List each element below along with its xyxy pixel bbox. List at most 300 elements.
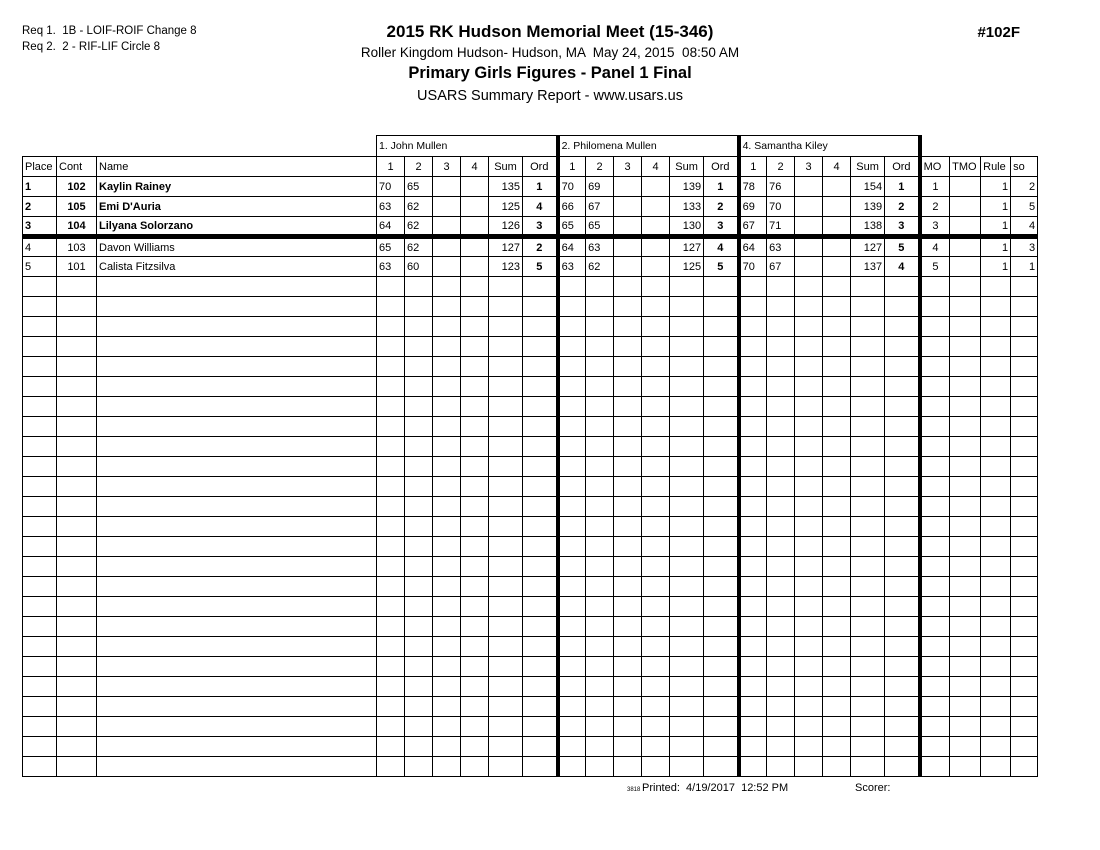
score-cell: 63: [377, 197, 405, 217]
empty-cell: [1011, 677, 1038, 697]
empty-cell: [981, 757, 1011, 777]
mo-cell: 1: [920, 177, 950, 197]
empty-cell: [377, 697, 405, 717]
empty-cell: [614, 297, 642, 317]
empty-cell: [1011, 557, 1038, 577]
col-header: 4: [823, 157, 851, 177]
place-cell: 5: [23, 257, 57, 277]
empty-cell: [920, 517, 950, 537]
empty-cell: [558, 677, 586, 697]
empty-cell: [885, 497, 920, 517]
empty-cell: [950, 557, 981, 577]
requirement-1: Req 1. 1B - LOIF-ROIF Change 8: [22, 25, 197, 37]
empty-cell: [405, 477, 433, 497]
empty-cell: [523, 737, 558, 757]
score-cell: [433, 237, 461, 257]
empty-cell: [851, 677, 885, 697]
empty-cell: [670, 377, 704, 397]
score-cell: [614, 197, 642, 217]
score-cell: [433, 197, 461, 217]
score-cell: [642, 177, 670, 197]
empty-cell: [795, 737, 823, 757]
empty-cell: [885, 657, 920, 677]
empty-cell: [823, 277, 851, 297]
empty-cell: [739, 317, 767, 337]
empty-cell: [614, 337, 642, 357]
empty-cell: [377, 317, 405, 337]
empty-cell: [1011, 357, 1038, 377]
col-header: Sum: [670, 157, 704, 177]
empty-cell: [920, 377, 950, 397]
empty-cell: [885, 637, 920, 657]
empty-cell: [795, 517, 823, 537]
empty-cell: [704, 417, 739, 437]
empty-cell: [489, 537, 523, 557]
empty-cell: [704, 337, 739, 357]
empty-cell: [23, 517, 57, 537]
empty-cell: [23, 637, 57, 657]
empty-cell: [795, 277, 823, 297]
empty-cell: [795, 317, 823, 337]
empty-cell: [981, 517, 1011, 537]
empty-cell: [739, 497, 767, 517]
empty-cell: [767, 297, 795, 317]
empty-cell: [377, 637, 405, 657]
empty-cell: [97, 457, 377, 477]
score-cell: 67: [767, 257, 795, 277]
empty-cell: [950, 337, 981, 357]
score-cell: [461, 177, 489, 197]
empty-cell: [704, 557, 739, 577]
empty-cell: [614, 657, 642, 677]
mo-cell: 5: [920, 257, 950, 277]
empty-cell: [558, 717, 586, 737]
col-header: 3: [795, 157, 823, 177]
empty-cell: [558, 657, 586, 677]
empty-cell: [614, 557, 642, 577]
empty-cell: [767, 737, 795, 757]
empty-cell: [670, 337, 704, 357]
rule-cell: 1: [981, 177, 1011, 197]
results-table: [22, 135, 1038, 777]
score-cell: 62: [405, 197, 433, 217]
empty-cell: [920, 497, 950, 517]
empty-cell: [823, 497, 851, 517]
empty-cell: [981, 317, 1011, 337]
empty-cell: [23, 337, 57, 357]
empty-cell: [795, 417, 823, 437]
empty-cell: [920, 477, 950, 497]
empty-cell: [97, 337, 377, 357]
empty-cell: [885, 357, 920, 377]
score-cell: [433, 217, 461, 237]
empty-cell: [823, 357, 851, 377]
empty-cell: [795, 617, 823, 637]
empty-cell: [920, 337, 950, 357]
empty-row: [23, 477, 1038, 497]
empty-cell: [461, 297, 489, 317]
col-header: MO: [920, 157, 950, 177]
empty-row: [23, 297, 1038, 317]
empty-cell: [586, 457, 614, 477]
empty-cell: [670, 537, 704, 557]
empty-cell: [461, 337, 489, 357]
empty-row: [23, 457, 1038, 477]
empty-cell: [523, 657, 558, 677]
empty-cell: [1011, 657, 1038, 677]
sum-cell: 127: [851, 237, 885, 257]
sum-cell: 125: [489, 197, 523, 217]
empty-cell: [642, 617, 670, 637]
empty-cell: [57, 357, 97, 377]
result-row: [23, 197, 1038, 217]
empty-cell: [739, 577, 767, 597]
empty-cell: [377, 357, 405, 377]
empty-cell: [642, 437, 670, 457]
tmo-cell: [950, 237, 981, 257]
empty-cell: [57, 497, 97, 517]
empty-cell: [823, 657, 851, 677]
empty-cell: [558, 497, 586, 517]
empty-cell: [461, 477, 489, 497]
empty-cell: [405, 497, 433, 517]
empty-cell: [97, 757, 377, 777]
empty-cell: [670, 397, 704, 417]
score-cell: [823, 177, 851, 197]
empty-cell: [920, 557, 950, 577]
empty-cell: [377, 337, 405, 357]
empty-cell: [461, 597, 489, 617]
score-cell: [795, 217, 823, 237]
score-cell: [614, 217, 642, 237]
empty-cell: [950, 297, 981, 317]
score-cell: 62: [405, 217, 433, 237]
empty-cell: [586, 757, 614, 777]
rule-cell: 1: [981, 217, 1011, 237]
empty-cell: [614, 537, 642, 557]
empty-cell: [795, 537, 823, 557]
empty-cell: [614, 717, 642, 737]
col-header: TMO: [950, 157, 981, 177]
score-cell: 65: [558, 217, 586, 237]
score-cell: [795, 237, 823, 257]
empty-cell: [461, 497, 489, 517]
empty-cell: [795, 497, 823, 517]
empty-cell: [23, 557, 57, 577]
ord-cell: 2: [523, 237, 558, 257]
empty-cell: [586, 377, 614, 397]
empty-cell: [558, 397, 586, 417]
empty-cell: [23, 537, 57, 557]
empty-cell: [1011, 497, 1038, 517]
empty-cell: [614, 417, 642, 437]
empty-cell: [704, 737, 739, 757]
empty-cell: [767, 537, 795, 557]
empty-cell: [950, 437, 981, 457]
sum-cell: 130: [670, 217, 704, 237]
empty-cell: [851, 397, 885, 417]
empty-cell: [405, 357, 433, 377]
empty-row: [23, 277, 1038, 297]
so-cell: 2: [1011, 177, 1038, 197]
empty-row: [23, 617, 1038, 637]
judge-name: 1. John Mullen: [377, 136, 558, 157]
empty-cell: [670, 357, 704, 377]
empty-cell: [97, 657, 377, 677]
empty-cell: [523, 577, 558, 597]
empty-cell: [489, 477, 523, 497]
empty-cell: [670, 457, 704, 477]
empty-cell: [950, 697, 981, 717]
scorer-label: Scorer:: [855, 782, 891, 794]
sum-cell: 123: [489, 257, 523, 277]
empty-cell: [614, 597, 642, 617]
empty-cell: [1011, 377, 1038, 397]
empty-cell: [642, 517, 670, 537]
empty-cell: [377, 397, 405, 417]
empty-cell: [767, 517, 795, 537]
empty-cell: [405, 677, 433, 697]
empty-cell: [433, 697, 461, 717]
empty-cell: [97, 297, 377, 317]
empty-cell: [558, 377, 586, 397]
empty-cell: [642, 557, 670, 577]
empty-cell: [767, 657, 795, 677]
empty-row: [23, 537, 1038, 557]
empty-cell: [1011, 277, 1038, 297]
empty-cell: [950, 737, 981, 757]
empty-cell: [523, 437, 558, 457]
empty-cell: [558, 517, 586, 537]
empty-cell: [558, 477, 586, 497]
empty-cell: [739, 377, 767, 397]
col-header: 2: [405, 157, 433, 177]
sum-cell: 139: [670, 177, 704, 197]
col-header: Ord: [704, 157, 739, 177]
printed-timestamp: Printed: 4/19/2017 12:52 PM: [642, 782, 789, 794]
empty-cell: [704, 657, 739, 677]
score-cell: 65: [586, 217, 614, 237]
empty-cell: [586, 557, 614, 577]
empty-row: [23, 657, 1038, 677]
judge-name: 2. Philomena Mullen: [558, 136, 739, 157]
empty-row: [23, 677, 1038, 697]
empty-cell: [405, 597, 433, 617]
empty-cell: [795, 397, 823, 417]
so-cell: 1: [1011, 257, 1038, 277]
empty-cell: [851, 337, 885, 357]
empty-cell: [461, 617, 489, 637]
empty-cell: [981, 397, 1011, 417]
empty-cell: [57, 277, 97, 297]
empty-cell: [377, 377, 405, 397]
empty-cell: [614, 277, 642, 297]
empty-cell: [670, 637, 704, 657]
empty-cell: [704, 757, 739, 777]
empty-cell: [97, 317, 377, 337]
empty-cell: [704, 717, 739, 737]
empty-cell: [981, 437, 1011, 457]
score-cell: [795, 197, 823, 217]
empty-cell: [586, 597, 614, 617]
empty-cell: [950, 717, 981, 737]
empty-cell: [1011, 437, 1038, 457]
empty-cell: [23, 617, 57, 637]
empty-cell: [642, 577, 670, 597]
empty-cell: [642, 717, 670, 737]
empty-cell: [523, 537, 558, 557]
score-cell: 70: [558, 177, 586, 197]
score-cell: 65: [377, 237, 405, 257]
score-cell: 63: [767, 237, 795, 257]
empty-cell: [377, 617, 405, 637]
empty-cell: [377, 737, 405, 757]
empty-cell: [405, 577, 433, 597]
empty-cell: [981, 537, 1011, 557]
empty-cell: [885, 597, 920, 617]
empty-cell: [739, 537, 767, 557]
empty-cell: [920, 417, 950, 437]
name-cell: Lilyana Solorzano: [97, 217, 377, 237]
empty-cell: [885, 697, 920, 717]
empty-cell: [739, 277, 767, 297]
empty-cell: [823, 677, 851, 697]
col-header: 1: [739, 157, 767, 177]
name-cell: Emi D'Auria: [97, 197, 377, 217]
empty-cell: [23, 297, 57, 317]
empty-row: [23, 737, 1038, 757]
empty-cell: [670, 517, 704, 537]
empty-cell: [558, 557, 586, 577]
empty-cell: [433, 597, 461, 617]
empty-cell: [614, 617, 642, 637]
score-cell: [795, 177, 823, 197]
empty-cell: [586, 717, 614, 737]
empty-cell: [489, 577, 523, 597]
rule-cell: 1: [981, 237, 1011, 257]
result-row: [23, 217, 1038, 237]
score-cell: 66: [558, 197, 586, 217]
empty-cell: [461, 557, 489, 577]
empty-cell: [851, 757, 885, 777]
empty-cell: [920, 717, 950, 737]
empty-cell: [433, 417, 461, 437]
empty-cell: [57, 417, 97, 437]
ord-cell: 5: [523, 257, 558, 277]
empty-cell: [586, 317, 614, 337]
empty-cell: [704, 517, 739, 537]
empty-cell: [558, 617, 586, 637]
empty-cell: [433, 537, 461, 557]
tmo-cell: [950, 197, 981, 217]
empty-cell: [642, 677, 670, 697]
empty-cell: [433, 297, 461, 317]
empty-cell: [767, 417, 795, 437]
empty-cell: [489, 397, 523, 417]
empty-cell: [377, 557, 405, 577]
empty-cell: [586, 497, 614, 517]
empty-cell: [489, 677, 523, 697]
empty-cell: [885, 337, 920, 357]
score-cell: [461, 217, 489, 237]
empty-cell: [885, 557, 920, 577]
place-cell: 2: [23, 197, 57, 217]
empty-cell: [489, 357, 523, 377]
empty-cell: [767, 397, 795, 417]
empty-cell: [885, 377, 920, 397]
empty-cell: [461, 717, 489, 737]
col-header: 1: [377, 157, 405, 177]
empty-cell: [614, 317, 642, 337]
empty-cell: [851, 437, 885, 457]
empty-cell: [489, 597, 523, 617]
empty-cell: [851, 597, 885, 617]
empty-cell: [885, 537, 920, 557]
empty-cell: [670, 757, 704, 777]
empty-cell: [981, 557, 1011, 577]
empty-cell: [920, 597, 950, 617]
empty-cell: [851, 657, 885, 677]
empty-row: [23, 337, 1038, 357]
empty-cell: [739, 517, 767, 537]
empty-cell: [405, 397, 433, 417]
empty-cell: [558, 597, 586, 617]
empty-cell: [851, 357, 885, 377]
empty-cell: [767, 497, 795, 517]
empty-cell: [704, 397, 739, 417]
event-number: #102F: [977, 24, 1020, 41]
empty-cell: [1011, 297, 1038, 317]
empty-cell: [642, 457, 670, 477]
empty-cell: [795, 597, 823, 617]
empty-cell: [23, 737, 57, 757]
empty-cell: [97, 557, 377, 577]
empty-cell: [920, 737, 950, 757]
empty-cell: [405, 457, 433, 477]
empty-cell: [405, 277, 433, 297]
rule-cell: 1: [981, 257, 1011, 277]
empty-cell: [377, 457, 405, 477]
ord-cell: 4: [885, 257, 920, 277]
empty-cell: [767, 377, 795, 397]
empty-cell: [405, 637, 433, 657]
empty-row: [23, 697, 1038, 717]
empty-cell: [885, 477, 920, 497]
empty-cell: [97, 617, 377, 637]
empty-cell: [433, 277, 461, 297]
name-cell: Kaylin Rainey: [97, 177, 377, 197]
ord-cell: 5: [704, 257, 739, 277]
empty-row: [23, 637, 1038, 657]
empty-cell: [670, 577, 704, 597]
empty-cell: [823, 457, 851, 477]
empty-cell: [461, 577, 489, 597]
empty-cell: [461, 417, 489, 437]
empty-cell: [586, 657, 614, 677]
score-cell: 70: [377, 177, 405, 197]
empty-cell: [795, 677, 823, 697]
empty-cell: [489, 697, 523, 717]
so-cell: 4: [1011, 217, 1038, 237]
empty-cell: [823, 577, 851, 597]
empty-cell: [1011, 537, 1038, 557]
empty-cell: [377, 417, 405, 437]
score-cell: [823, 217, 851, 237]
empty-cell: [670, 737, 704, 757]
empty-cell: [433, 317, 461, 337]
score-cell: 65: [405, 177, 433, 197]
empty-cell: [920, 697, 950, 717]
